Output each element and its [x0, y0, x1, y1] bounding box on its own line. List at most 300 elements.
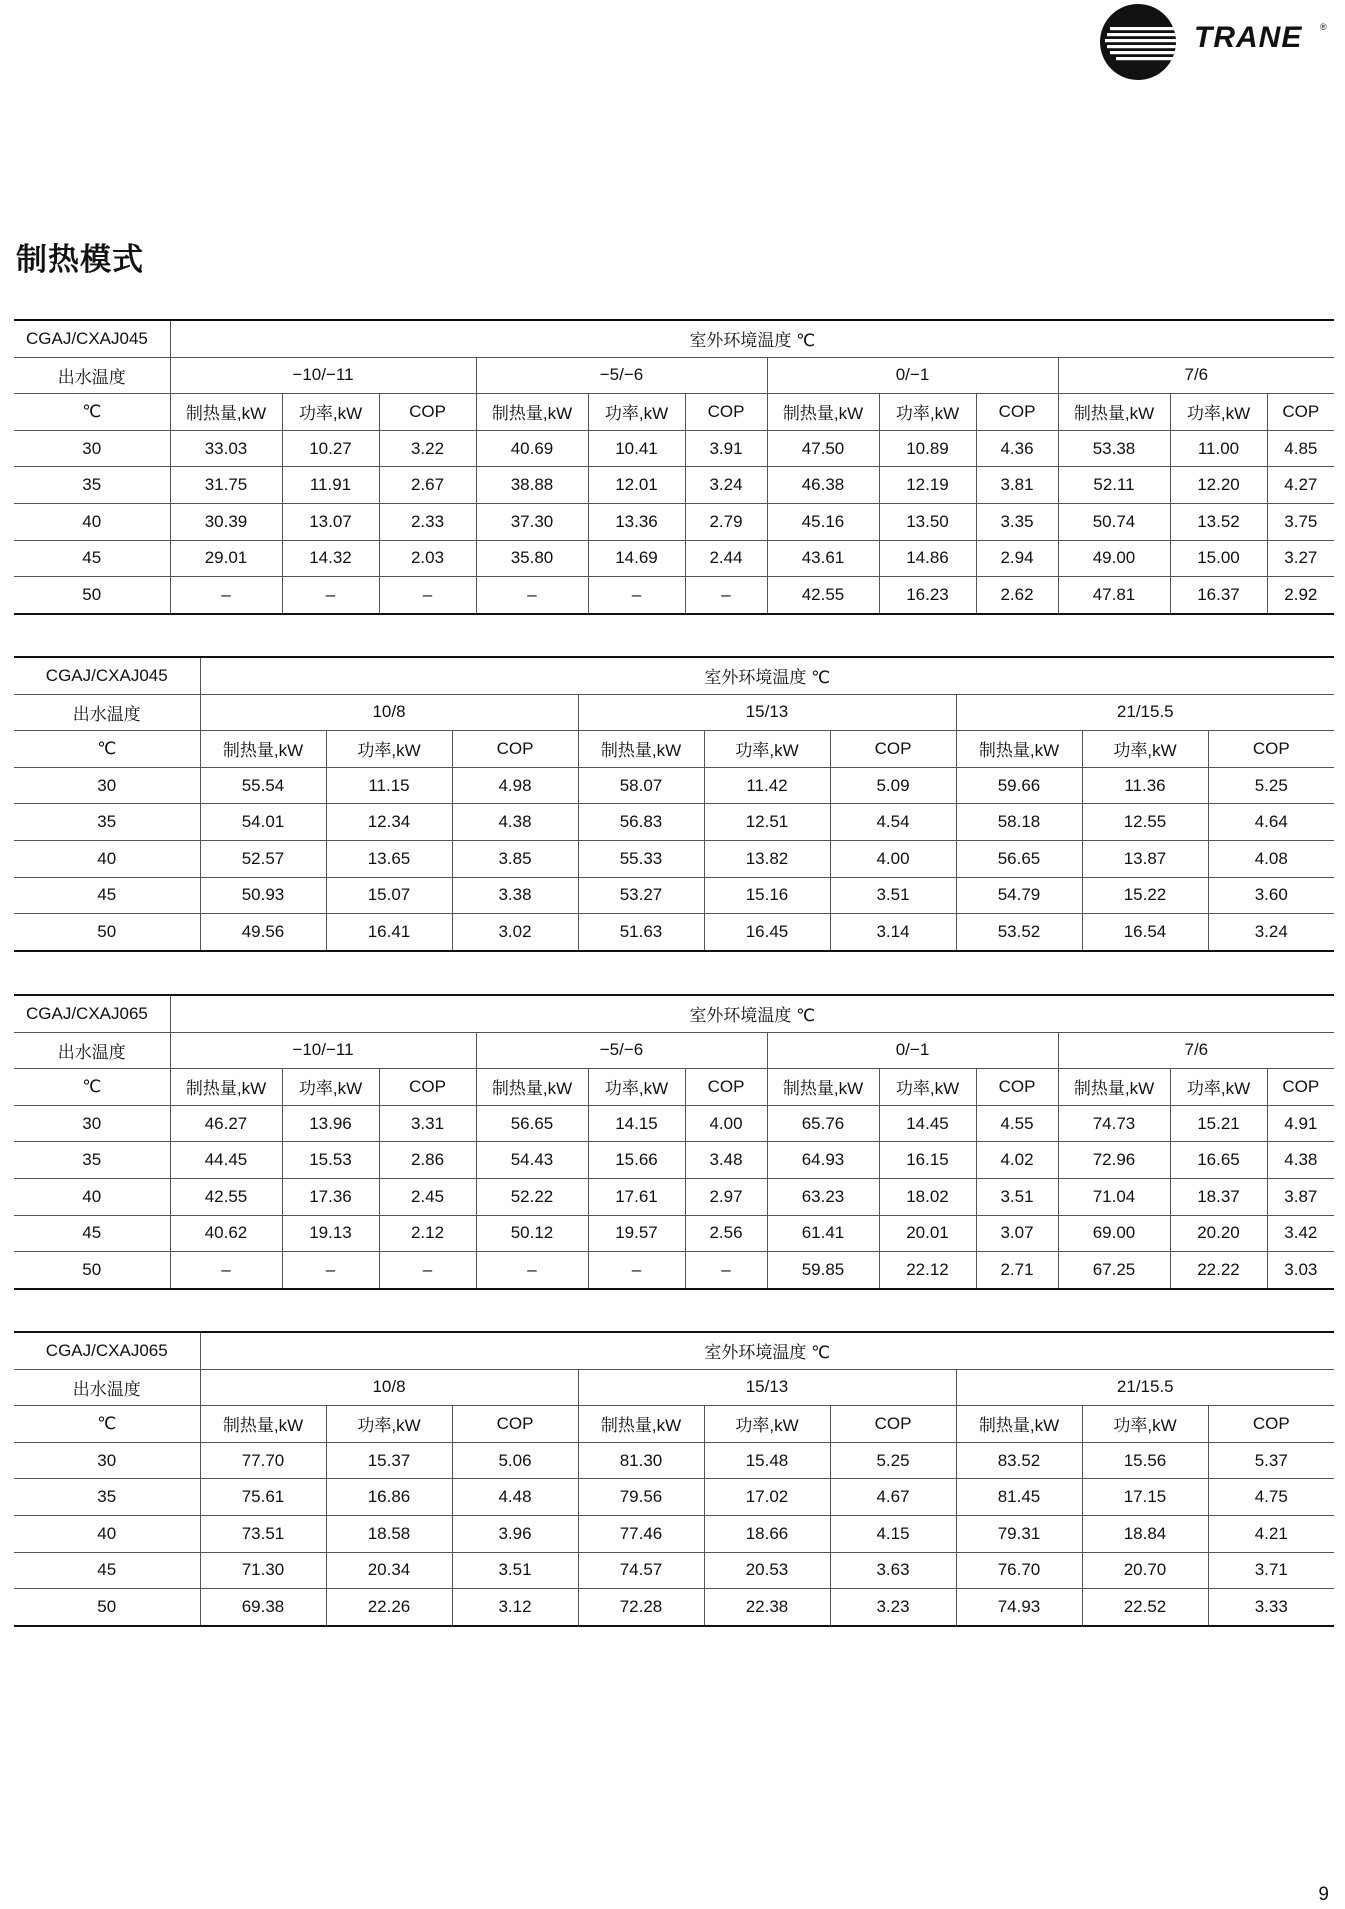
table-row	[14, 503, 1334, 540]
data-cell: 3.51	[976, 1178, 1058, 1215]
data-cell: 52.11	[1058, 467, 1170, 504]
data-cell: 3.24	[685, 467, 767, 504]
data-cell: 79.56	[578, 1479, 704, 1516]
data-cell: 22.26	[326, 1589, 452, 1626]
data-cell: 59.85	[767, 1252, 879, 1289]
data-cell: 2.67	[379, 467, 476, 504]
data-cell: 50.74	[1058, 503, 1170, 540]
data-cell: 38.88	[476, 467, 588, 504]
data-cell: 69.00	[1058, 1215, 1170, 1252]
data-cell: 17.61	[588, 1178, 685, 1215]
data-cell: 16.86	[326, 1479, 452, 1516]
data-cell: –	[588, 1252, 685, 1289]
column-header: COP	[452, 1406, 578, 1443]
water-temp-label: 出水温度	[14, 1032, 170, 1069]
data-cell: 4.98	[452, 767, 578, 804]
data-cell: 13.07	[282, 503, 379, 540]
data-cell: –	[379, 1252, 476, 1289]
table-row	[14, 877, 1334, 914]
data-cell: 4.15	[830, 1515, 956, 1552]
column-header: 功率,kW	[326, 731, 452, 768]
data-cell: 20.20	[1170, 1215, 1267, 1252]
data-cell: 76.70	[956, 1552, 1082, 1589]
water-temp-cell: 40	[14, 1178, 170, 1215]
table-row	[14, 1252, 1334, 1289]
table-header-row	[14, 1069, 1334, 1106]
data-cell: 3.03	[1267, 1252, 1334, 1289]
water-temp-cell: 50	[14, 577, 170, 614]
data-cell: 15.07	[326, 877, 452, 914]
data-cell: 12.20	[1170, 467, 1267, 504]
table-row	[14, 1479, 1334, 1516]
data-cell: 29.01	[170, 540, 282, 577]
data-cell: 4.75	[1208, 1479, 1334, 1516]
water-temp-cell: 30	[14, 1105, 170, 1142]
table-row	[14, 1142, 1334, 1179]
table-header-row	[14, 657, 1334, 694]
data-cell: 42.55	[170, 1178, 282, 1215]
data-cell: 3.51	[830, 877, 956, 914]
performance-table-2	[14, 656, 1334, 952]
data-cell: 12.01	[588, 467, 685, 504]
data-cell: 4.36	[976, 430, 1058, 467]
water-temp-cell: 30	[14, 1442, 200, 1479]
data-cell: 52.22	[476, 1178, 588, 1215]
unit-label: ℃	[14, 731, 200, 768]
data-cell: 19.13	[282, 1215, 379, 1252]
unit-label: ℃	[14, 1406, 200, 1443]
data-cell: 2.12	[379, 1215, 476, 1252]
column-header: COP	[379, 394, 476, 431]
water-temp-cell: 40	[14, 503, 170, 540]
data-cell: 40.62	[170, 1215, 282, 1252]
data-cell: 14.45	[879, 1105, 976, 1142]
column-header: COP	[1267, 394, 1334, 431]
page-title: 制热模式	[16, 242, 144, 278]
table-row	[14, 577, 1334, 614]
data-cell: 3.12	[452, 1589, 578, 1626]
data-cell: 3.91	[685, 430, 767, 467]
data-cell: 19.57	[588, 1215, 685, 1252]
data-cell: 2.44	[685, 540, 767, 577]
data-cell: 44.45	[170, 1142, 282, 1179]
data-cell: 37.30	[476, 503, 588, 540]
data-cell: 17.02	[704, 1479, 830, 1516]
ambient-group-header: 15/13	[578, 1369, 956, 1406]
data-cell: 11.15	[326, 767, 452, 804]
data-cell: 20.01	[879, 1215, 976, 1252]
performance-table-4	[14, 1331, 1334, 1627]
column-header: 制热量,kW	[200, 731, 326, 768]
data-cell: 72.28	[578, 1589, 704, 1626]
column-header: 制热量,kW	[578, 1406, 704, 1443]
data-cell: 18.66	[704, 1515, 830, 1552]
data-cell: 47.81	[1058, 577, 1170, 614]
data-cell: 54.01	[200, 804, 326, 841]
data-cell: 74.93	[956, 1589, 1082, 1626]
data-cell: 3.24	[1208, 914, 1334, 951]
table-row	[14, 430, 1334, 467]
data-cell: 3.42	[1267, 1215, 1334, 1252]
column-header: 制热量,kW	[767, 394, 879, 431]
water-temp-cell: 45	[14, 877, 200, 914]
data-cell: 16.23	[879, 577, 976, 614]
column-header: COP	[685, 1069, 767, 1106]
data-cell: 4.00	[830, 840, 956, 877]
data-cell: 64.93	[767, 1142, 879, 1179]
data-cell: 11.36	[1082, 767, 1208, 804]
data-cell: 71.30	[200, 1552, 326, 1589]
data-cell: 42.55	[767, 577, 879, 614]
data-cell: 18.37	[1170, 1178, 1267, 1215]
data-cell: 15.56	[1082, 1442, 1208, 1479]
page-number: 9	[1318, 1884, 1329, 1905]
data-cell: 15.66	[588, 1142, 685, 1179]
data-cell: 13.52	[1170, 503, 1267, 540]
column-header: 功率,kW	[1170, 394, 1267, 431]
data-cell: 4.91	[1267, 1105, 1334, 1142]
water-temp-cell: 50	[14, 1252, 170, 1289]
data-cell: 14.15	[588, 1105, 685, 1142]
table-row	[14, 804, 1334, 841]
data-cell: 18.02	[879, 1178, 976, 1215]
water-temp-cell: 50	[14, 914, 200, 951]
ambient-group-header: −5/−6	[476, 1032, 767, 1069]
data-cell: –	[282, 577, 379, 614]
model-label: CGAJ/CXAJ065	[14, 1332, 200, 1369]
data-cell: 2.86	[379, 1142, 476, 1179]
data-cell: 3.14	[830, 914, 956, 951]
column-header: 制热量,kW	[200, 1406, 326, 1443]
data-cell: 4.38	[452, 804, 578, 841]
data-cell: 69.38	[200, 1589, 326, 1626]
table-row	[14, 840, 1334, 877]
ambient-group-header: 0/−1	[767, 357, 1058, 394]
data-cell: 15.53	[282, 1142, 379, 1179]
data-cell: 13.96	[282, 1105, 379, 1142]
data-cell: 15.48	[704, 1442, 830, 1479]
data-cell: 16.45	[704, 914, 830, 951]
data-cell: 17.15	[1082, 1479, 1208, 1516]
table-header-row	[14, 995, 1334, 1032]
data-cell: 3.22	[379, 430, 476, 467]
ambient-group-header: 15/13	[578, 694, 956, 731]
data-cell: 4.00	[685, 1105, 767, 1142]
column-header: 制热量,kW	[170, 1069, 282, 1106]
data-cell: 20.70	[1082, 1552, 1208, 1589]
data-cell: 4.38	[1267, 1142, 1334, 1179]
data-cell: 2.45	[379, 1178, 476, 1215]
data-cell: 4.64	[1208, 804, 1334, 841]
data-cell: 3.23	[830, 1589, 956, 1626]
column-header: 制热量,kW	[476, 1069, 588, 1106]
brand-wordmark: TRANE	[1194, 21, 1303, 54]
data-cell: 4.27	[1267, 467, 1334, 504]
data-cell: 40.69	[476, 430, 588, 467]
data-cell: 56.65	[956, 840, 1082, 877]
data-cell: 22.12	[879, 1252, 976, 1289]
data-cell: 3.51	[452, 1552, 578, 1589]
ambient-group-header: 7/6	[1058, 1032, 1334, 1069]
water-temp-cell: 35	[14, 804, 200, 841]
data-cell: 15.21	[1170, 1105, 1267, 1142]
ambient-group-header: 10/8	[200, 694, 578, 731]
data-cell: 3.63	[830, 1552, 956, 1589]
data-cell: 12.34	[326, 804, 452, 841]
column-header: COP	[685, 394, 767, 431]
data-cell: –	[282, 1252, 379, 1289]
ambient-temp-header: 室外环境温度 ℃	[170, 320, 1334, 357]
unit-label: ℃	[14, 394, 170, 431]
column-header: 功率,kW	[282, 1069, 379, 1106]
registered-mark: ®	[1320, 22, 1327, 32]
data-cell: 13.65	[326, 840, 452, 877]
data-cell: 77.70	[200, 1442, 326, 1479]
column-header: COP	[1267, 1069, 1334, 1106]
data-cell: 10.89	[879, 430, 976, 467]
data-cell: 22.52	[1082, 1589, 1208, 1626]
table-header-row	[14, 1406, 1334, 1443]
data-cell: 77.46	[578, 1515, 704, 1552]
data-cell: 14.86	[879, 540, 976, 577]
data-cell: 10.27	[282, 430, 379, 467]
water-temp-label: 出水温度	[14, 1369, 200, 1406]
data-cell: 11.91	[282, 467, 379, 504]
ambient-group-header: 7/6	[1058, 357, 1334, 394]
column-header: COP	[976, 1069, 1058, 1106]
data-cell: 33.03	[170, 430, 282, 467]
data-cell: 10.41	[588, 430, 685, 467]
performance-table-1	[14, 319, 1334, 615]
data-cell: 17.36	[282, 1178, 379, 1215]
data-cell: –	[588, 577, 685, 614]
data-cell: 13.36	[588, 503, 685, 540]
performance-table-3	[14, 994, 1334, 1290]
ambient-group-header: −10/−11	[170, 1032, 476, 1069]
data-cell: 16.37	[1170, 577, 1267, 614]
table-row	[14, 1442, 1334, 1479]
data-cell: 4.67	[830, 1479, 956, 1516]
data-cell: 2.56	[685, 1215, 767, 1252]
water-temp-cell: 45	[14, 540, 170, 577]
table-header-row	[14, 320, 1334, 357]
data-cell: –	[476, 1252, 588, 1289]
data-cell: 5.37	[1208, 1442, 1334, 1479]
data-cell: 3.71	[1208, 1552, 1334, 1589]
data-cell: 54.79	[956, 877, 1082, 914]
data-cell: 61.41	[767, 1215, 879, 1252]
table-row	[14, 914, 1334, 951]
data-cell: 56.65	[476, 1105, 588, 1142]
data-cell: 3.07	[976, 1215, 1058, 1252]
column-header: 制热量,kW	[1058, 1069, 1170, 1106]
column-header: 功率,kW	[879, 1069, 976, 1106]
column-header: COP	[1208, 731, 1334, 768]
data-cell: 12.55	[1082, 804, 1208, 841]
ambient-group-header: −10/−11	[170, 357, 476, 394]
data-cell: 46.27	[170, 1105, 282, 1142]
data-cell: –	[379, 577, 476, 614]
table-row	[14, 1552, 1334, 1589]
data-cell: 31.75	[170, 467, 282, 504]
column-header: COP	[452, 731, 578, 768]
data-cell: 3.02	[452, 914, 578, 951]
data-cell: 3.33	[1208, 1589, 1334, 1626]
data-cell: 55.54	[200, 767, 326, 804]
column-header: 制热量,kW	[956, 1406, 1082, 1443]
data-cell: 43.61	[767, 540, 879, 577]
data-cell: 74.57	[578, 1552, 704, 1589]
column-header: 制热量,kW	[170, 394, 282, 431]
data-cell: 18.58	[326, 1515, 452, 1552]
table-header-row	[14, 394, 1334, 431]
data-cell: 3.60	[1208, 877, 1334, 914]
data-cell: 47.50	[767, 430, 879, 467]
water-temp-cell: 30	[14, 767, 200, 804]
data-cell: 59.66	[956, 767, 1082, 804]
column-header: COP	[379, 1069, 476, 1106]
data-cell: 13.50	[879, 503, 976, 540]
ambient-group-header: 21/15.5	[956, 694, 1334, 731]
table-header-row	[14, 357, 1334, 394]
column-header: 功率,kW	[1082, 1406, 1208, 1443]
ambient-group-header: −5/−6	[476, 357, 767, 394]
data-cell: 53.52	[956, 914, 1082, 951]
data-cell: 4.48	[452, 1479, 578, 1516]
data-cell: 5.25	[830, 1442, 956, 1479]
table-row	[14, 467, 1334, 504]
data-cell: 3.48	[685, 1142, 767, 1179]
data-cell: 30.39	[170, 503, 282, 540]
water-temp-cell: 45	[14, 1215, 170, 1252]
water-temp-label: 出水温度	[14, 357, 170, 394]
data-cell: 3.81	[976, 467, 1058, 504]
data-cell: 55.33	[578, 840, 704, 877]
table-row	[14, 540, 1334, 577]
data-cell: 11.00	[1170, 430, 1267, 467]
data-cell: –	[170, 577, 282, 614]
data-cell: 2.92	[1267, 577, 1334, 614]
data-cell: 5.06	[452, 1442, 578, 1479]
data-cell: 2.79	[685, 503, 767, 540]
table-header-row	[14, 1032, 1334, 1069]
column-header: 功率,kW	[588, 1069, 685, 1106]
data-cell: 79.31	[956, 1515, 1082, 1552]
data-cell: 12.51	[704, 804, 830, 841]
data-cell: 22.38	[704, 1589, 830, 1626]
data-cell: 11.42	[704, 767, 830, 804]
ambient-temp-header: 室外环境温度 ℃	[200, 1332, 1334, 1369]
model-label: CGAJ/CXAJ045	[14, 320, 170, 357]
data-cell: 83.52	[956, 1442, 1082, 1479]
table-row	[14, 1589, 1334, 1626]
column-header: 制热量,kW	[956, 731, 1082, 768]
ambient-group-header: 21/15.5	[956, 1369, 1334, 1406]
data-cell: –	[170, 1252, 282, 1289]
data-cell: 81.30	[578, 1442, 704, 1479]
data-cell: 49.00	[1058, 540, 1170, 577]
data-cell: 3.35	[976, 503, 1058, 540]
data-cell: 15.22	[1082, 877, 1208, 914]
data-cell: –	[476, 577, 588, 614]
table-header-row	[14, 731, 1334, 768]
column-header: 制热量,kW	[767, 1069, 879, 1106]
data-cell: 49.56	[200, 914, 326, 951]
data-cell: 15.37	[326, 1442, 452, 1479]
column-header: 功率,kW	[1170, 1069, 1267, 1106]
data-cell: 45.16	[767, 503, 879, 540]
data-cell: 3.27	[1267, 540, 1334, 577]
column-header: COP	[830, 731, 956, 768]
data-cell: 16.65	[1170, 1142, 1267, 1179]
column-header: 制热量,kW	[476, 394, 588, 431]
data-cell: 15.00	[1170, 540, 1267, 577]
data-cell: 4.54	[830, 804, 956, 841]
ambient-temp-header: 室外环境温度 ℃	[170, 995, 1334, 1032]
data-cell: 74.73	[1058, 1105, 1170, 1142]
data-cell: 13.82	[704, 840, 830, 877]
data-cell: 4.55	[976, 1105, 1058, 1142]
data-cell: 5.25	[1208, 767, 1334, 804]
data-cell: 81.45	[956, 1479, 1082, 1516]
data-cell: 73.51	[200, 1515, 326, 1552]
water-temp-cell: 30	[14, 430, 170, 467]
data-cell: 2.97	[685, 1178, 767, 1215]
data-cell: 22.22	[1170, 1252, 1267, 1289]
model-label: CGAJ/CXAJ065	[14, 995, 170, 1032]
data-cell: 20.53	[704, 1552, 830, 1589]
model-label: CGAJ/CXAJ045	[14, 657, 200, 694]
water-temp-cell: 45	[14, 1552, 200, 1589]
data-cell: 12.19	[879, 467, 976, 504]
data-cell: 16.41	[326, 914, 452, 951]
water-temp-cell: 40	[14, 840, 200, 877]
data-cell: 2.03	[379, 540, 476, 577]
data-cell: 14.32	[282, 540, 379, 577]
data-cell: 72.96	[1058, 1142, 1170, 1179]
data-cell: 54.43	[476, 1142, 588, 1179]
ambient-group-header: 0/−1	[767, 1032, 1058, 1069]
data-cell: 5.09	[830, 767, 956, 804]
data-cell: 4.02	[976, 1142, 1058, 1179]
column-header: 功率,kW	[704, 731, 830, 768]
unit-label: ℃	[14, 1069, 170, 1106]
table-header-row	[14, 694, 1334, 731]
data-cell: 71.04	[1058, 1178, 1170, 1215]
data-cell: 3.87	[1267, 1178, 1334, 1215]
trane-globe-icon	[1098, 4, 1178, 80]
column-header: 功率,kW	[704, 1406, 830, 1443]
water-temp-label: 出水温度	[14, 694, 200, 731]
table-row	[14, 1105, 1334, 1142]
column-header: 功率,kW	[1082, 731, 1208, 768]
data-cell: 14.69	[588, 540, 685, 577]
column-header: COP	[830, 1406, 956, 1443]
ambient-temp-header: 室外环境温度 ℃	[200, 657, 1334, 694]
column-header: 功率,kW	[879, 394, 976, 431]
table-row	[14, 1515, 1334, 1552]
column-header: 功率,kW	[282, 394, 379, 431]
data-cell: 2.94	[976, 540, 1058, 577]
column-header: 制热量,kW	[578, 731, 704, 768]
data-cell: –	[685, 1252, 767, 1289]
data-cell: 65.76	[767, 1105, 879, 1142]
data-cell: 67.25	[1058, 1252, 1170, 1289]
data-cell: 16.54	[1082, 914, 1208, 951]
data-cell: 53.38	[1058, 430, 1170, 467]
table-header-row	[14, 1332, 1334, 1369]
data-cell: 4.21	[1208, 1515, 1334, 1552]
